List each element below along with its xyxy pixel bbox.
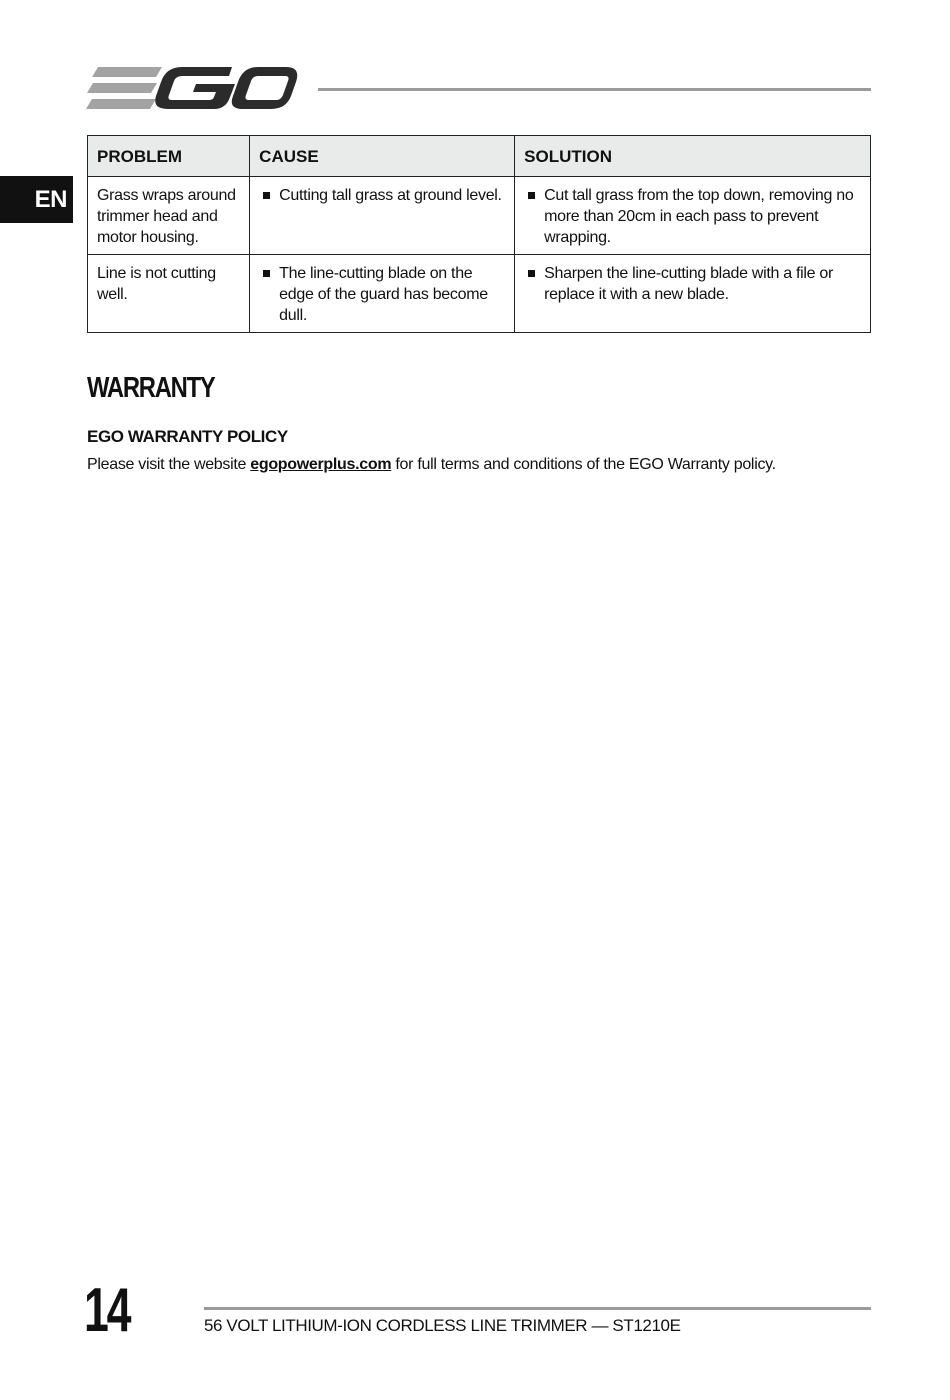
bullet-icon (263, 192, 270, 199)
problem-cell: Grass wraps around trimmer head and motor housing. (88, 177, 250, 255)
troubleshooting-table (87, 135, 871, 333)
solution-cell (515, 177, 871, 255)
policy-heading: EGO WARRANTY POLICY (87, 427, 288, 446)
cause-cell (250, 255, 515, 333)
solution-text: Cut tall grass from the top down, removing no more than 20cm in each pass to prevent wrapping. (544, 187, 854, 246)
policy-text (87, 456, 776, 474)
header-solution: SOLUTION (515, 136, 871, 177)
solution-cell (515, 255, 871, 333)
ego-logo-graphic (86, 64, 298, 112)
page-number: 14 (84, 1276, 130, 1345)
header-rule (318, 88, 871, 91)
policy-text-before: Please visit the website (87, 456, 251, 473)
cause-cell (250, 177, 515, 255)
bullet-icon (528, 192, 535, 199)
solution-text: Sharpen the line-cutting blade with a file or replace it with a new blade. (544, 265, 834, 303)
header-problem: PROBLEM (88, 136, 250, 177)
table-header-row (88, 136, 871, 177)
table-row (88, 177, 871, 255)
table-row (88, 255, 871, 333)
warranty-title: WARRANTY (87, 372, 215, 404)
ego-logo (86, 64, 298, 112)
language-tab: EN (0, 176, 73, 223)
policy-text-after: for full terms and conditions of the EGO Warranty policy. (391, 456, 776, 473)
footer-product-title: 56 VOLT LITHIUM-ION CORDLESS LINE TRIMMER — ST1210E (204, 1316, 681, 1335)
bullet-icon (528, 270, 535, 277)
footer-rule (204, 1307, 871, 1310)
problem-cell: Line is not cutting well. (88, 255, 250, 333)
website-link[interactable]: egopowerplus.com (250, 456, 392, 473)
header-cause: CAUSE (250, 136, 515, 177)
bullet-icon (263, 270, 270, 277)
cause-text: The line-cutting blade on the edge of the guard has become dull. (279, 265, 488, 324)
cause-text: Cutting tall grass at ground level. (279, 187, 502, 204)
